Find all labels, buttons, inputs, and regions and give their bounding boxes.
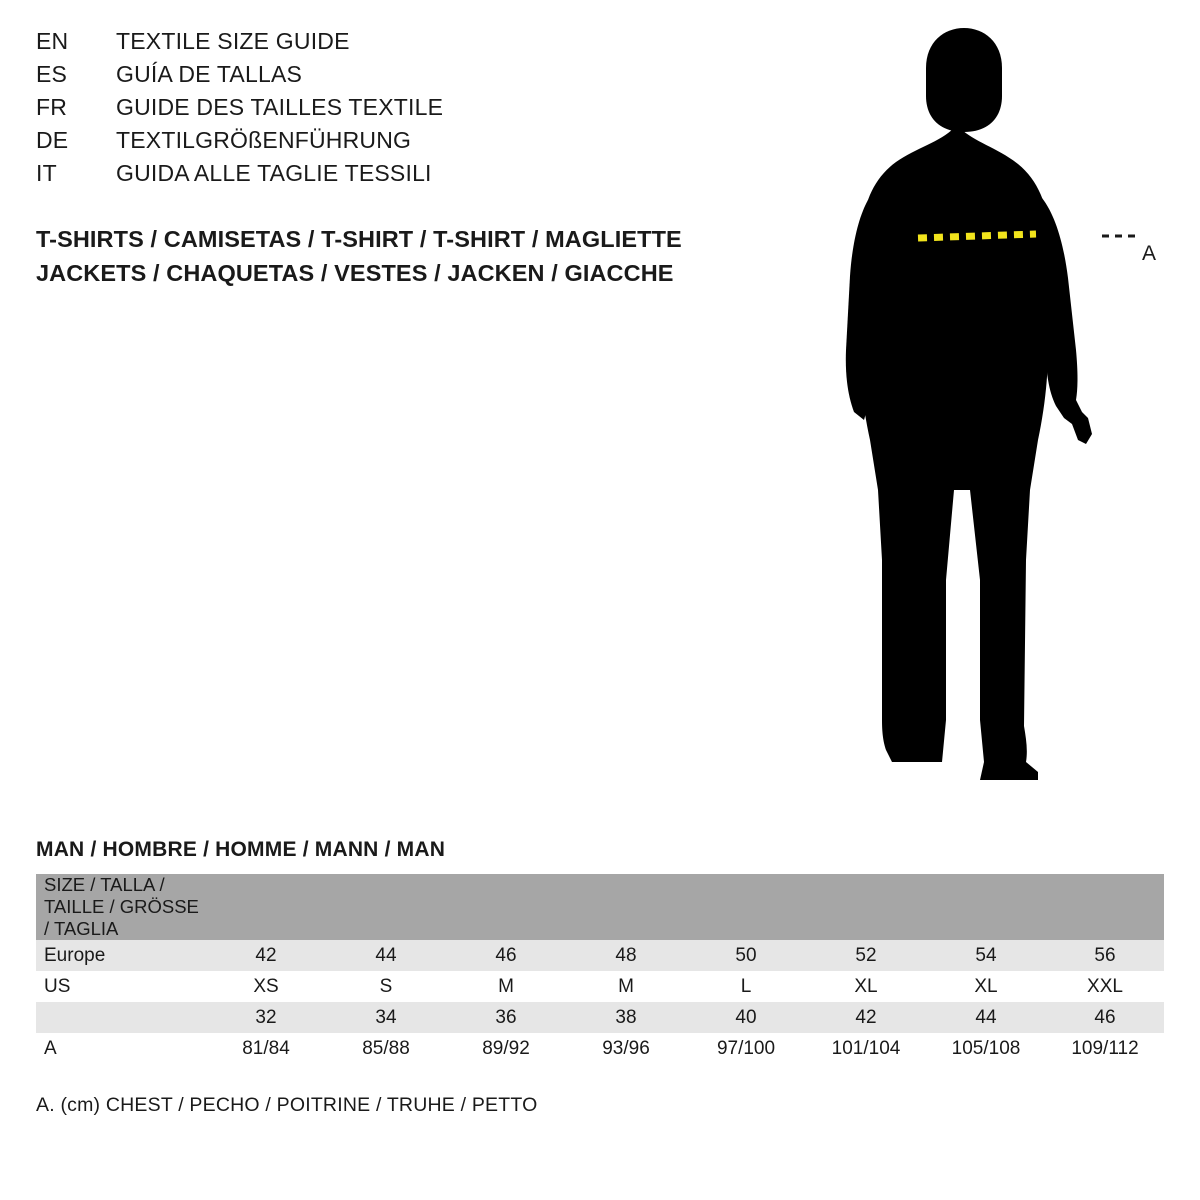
language-row xyxy=(36,160,756,193)
cell: XS xyxy=(206,971,326,1002)
language-title: GUÍA DE TALLAS xyxy=(116,61,303,87)
cell: 48 xyxy=(566,940,686,971)
cell: M xyxy=(566,971,686,1002)
cell: 34 xyxy=(326,1002,446,1033)
language-code: IT xyxy=(36,160,57,186)
man-silhouette-figure xyxy=(820,20,1180,780)
table-header-label: SIZE / TALLA / TAILLE / GRÖSSE / TAGLIA xyxy=(36,874,206,940)
cell: 50 xyxy=(686,940,806,971)
cell: 32 xyxy=(206,1002,326,1033)
cell: 89/92 xyxy=(446,1033,566,1064)
cell: 42 xyxy=(806,1002,926,1033)
silhouette-svg xyxy=(820,20,1180,780)
language-list xyxy=(36,28,756,193)
cell: XL xyxy=(806,971,926,1002)
table-row xyxy=(36,1033,1164,1064)
table-title: MAN / HOMBRE / HOMME / MANN / MAN xyxy=(36,838,446,861)
row-label: US xyxy=(36,971,206,1002)
size-table xyxy=(36,874,1164,1064)
row-label xyxy=(36,1002,206,1033)
language-title: GUIDE DES TAILLES TEXTILE xyxy=(116,94,444,120)
cell: 93/96 xyxy=(566,1033,686,1064)
language-row xyxy=(36,94,756,127)
size-table-section xyxy=(36,838,1164,1117)
language-code: EN xyxy=(36,28,69,54)
cell: 36 xyxy=(446,1002,566,1033)
cell: 56 xyxy=(1046,940,1164,971)
language-row xyxy=(36,61,756,94)
language-title: TEXTILGRÖßENFÜHRUNG xyxy=(116,127,412,153)
cell: 40 xyxy=(686,1002,806,1033)
cell: 44 xyxy=(326,940,446,971)
row-label: Europe xyxy=(36,940,206,971)
cell: 52 xyxy=(806,940,926,971)
cell: L xyxy=(686,971,806,1002)
cell: 85/88 xyxy=(326,1033,446,1064)
cell: 44 xyxy=(926,1002,1046,1033)
row-label: A xyxy=(36,1033,206,1064)
table-header-row xyxy=(36,874,1164,940)
table-row xyxy=(36,1002,1164,1033)
table-row xyxy=(36,940,1164,971)
cell: XXL xyxy=(1046,971,1164,1002)
cell: S xyxy=(326,971,446,1002)
cell: 97/100 xyxy=(686,1033,806,1064)
cell: 54 xyxy=(926,940,1046,971)
cell: 109/112 xyxy=(1046,1033,1164,1064)
language-code: ES xyxy=(36,61,68,87)
cell: 46 xyxy=(446,940,566,971)
cell: 46 xyxy=(1046,1002,1164,1033)
footnote: A. (cm) CHEST / PECHO / POITRINE / TRUHE / PETTO xyxy=(36,1094,538,1116)
cell: XL xyxy=(926,971,1046,1002)
cell: M xyxy=(446,971,566,1002)
cell: 105/108 xyxy=(926,1033,1046,1064)
category-jackets: JACKETS / CHAQUETAS / VESTES / JACKEN / GIACCHE xyxy=(36,260,674,286)
cell: 38 xyxy=(566,1002,686,1033)
cell: 101/104 xyxy=(806,1033,926,1064)
language-row xyxy=(36,28,756,61)
language-title: GUIDA ALLE TAGLIE TESSILI xyxy=(116,160,432,186)
cell: 42 xyxy=(206,940,326,971)
category-headings xyxy=(36,222,836,290)
table-row xyxy=(36,971,1164,1002)
language-code: FR xyxy=(36,94,68,120)
measure-label-a: A xyxy=(1142,242,1157,265)
language-title: TEXTILE SIZE GUIDE xyxy=(116,28,350,54)
language-code: DE xyxy=(36,127,69,153)
language-row xyxy=(36,127,756,160)
cell: 81/84 xyxy=(206,1033,326,1064)
category-tshirts: T-SHIRTS / CAMISETAS / T-SHIRT / T-SHIRT / MAGLIETTE xyxy=(36,226,682,252)
